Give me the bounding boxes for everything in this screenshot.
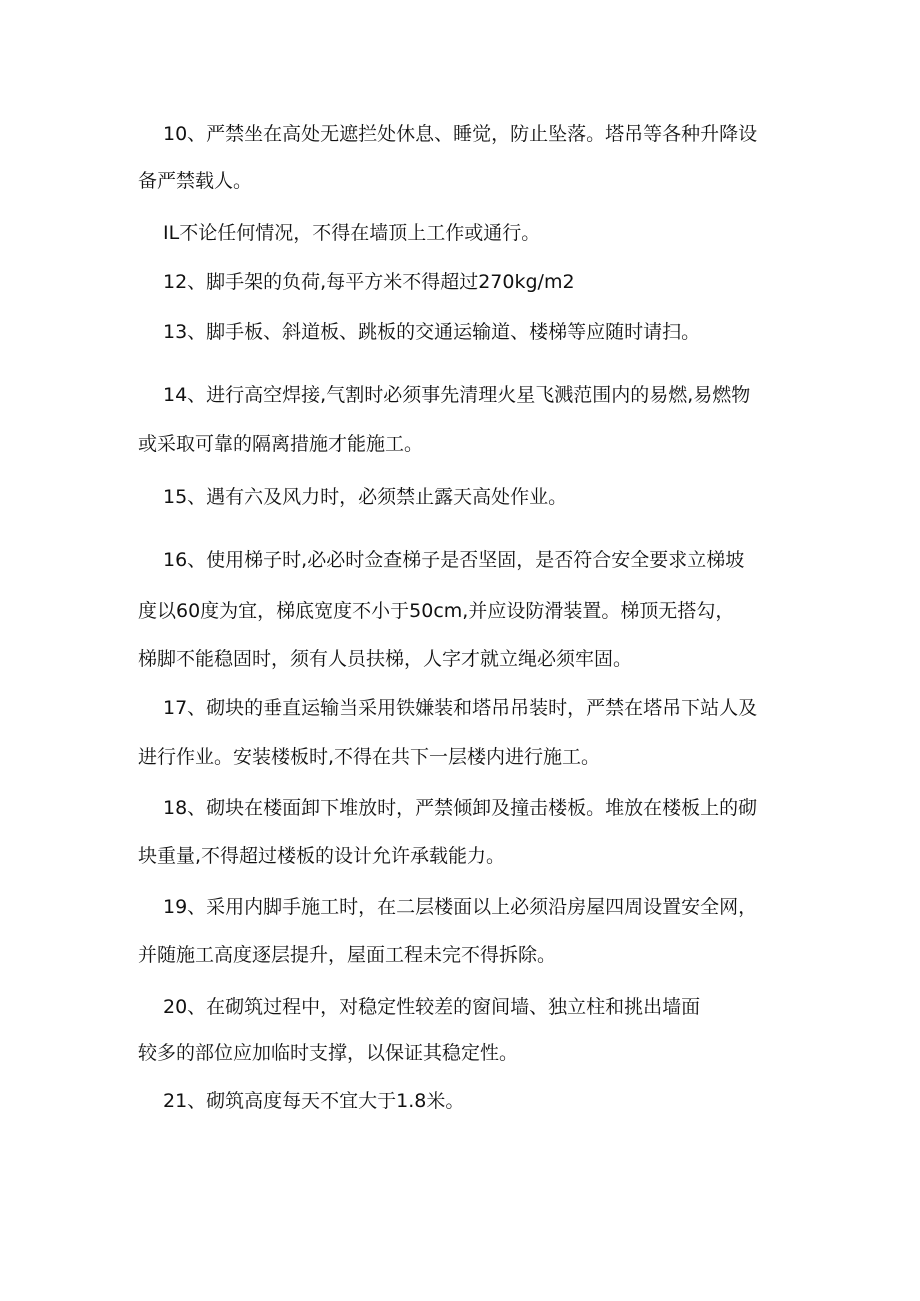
- item-13-line-1: 13、脚手板、斜道板、跳板的交通运输道、楼梯等应随时请扫。: [163, 321, 701, 343]
- item-11-line-1: IL不论任何情况，不得在墙顶上工作或通行。: [163, 222, 541, 244]
- item-10-line-1: 10、严禁坐在高处无遮拦处休息、睡觉，防止坠落。塔吊等各种升降设: [163, 123, 758, 145]
- item-12-line-1: 12、脚手架的负荷,每平方米不得超过270kg∕m2: [163, 271, 575, 293]
- item-19-line-1: 19、采用内脚手施工时，在二层楼面以上必须沿房屋四周设置安全网，: [163, 896, 758, 918]
- item-16-line-2: 度以60度为宜，梯底宽度不小于50cm,并应设防滑装置。梯顶无搭勾，: [138, 600, 735, 622]
- item-14-line-1: 14、进行高空焊接,气割时必须事先清理火星飞溅范围内的易燃,易燃物: [163, 384, 751, 406]
- item-18-line-2: 块重量,不得超过楼板的设计允许承载能力。: [138, 845, 506, 867]
- item-16-line-3: 梯脚不能稳固时，须有人员扶梯，人字才就立绳必须牢固。: [138, 648, 633, 670]
- item-17-line-2: 进行作业。安装楼板时,不得在共下一层楼内进行施工。: [138, 746, 601, 768]
- item-20-line-2: 较多的部位应加临时支撑，以保证其稳定性。: [138, 1042, 519, 1064]
- item-17-line-1: 17、砌块的垂直运输当采用铁嫌装和塔吊吊装时，严禁在塔吊下站人及: [163, 697, 758, 719]
- item-19-line-2: 并随施工高度逐层提升，屋面工程未完不得拆除。: [138, 944, 557, 966]
- item-14-line-2: 或采取可靠的隔离措施才能施工。: [138, 433, 424, 455]
- item-10-line-2: 备严禁载人。: [138, 170, 253, 192]
- item-20-line-1: 20、在砌筑过程中，对稳定性较差的窗间墙、独立柱和挑出墙面: [163, 996, 701, 1018]
- item-16-line-1: 16、使用梯子时,必必时佥查梯子是否坚固，是否符合安全要求立梯坡: [163, 549, 745, 571]
- item-21-line-1: 21、砌筑高度每天不宜大于1.8米。: [163, 1090, 465, 1112]
- item-15-line-1: 15、遇有六及风力时，必须禁止露天高处作业。: [163, 486, 568, 508]
- item-18-line-1: 18、砌块在楼面卸下堆放时，严禁倾卸及撞击楼板。堆放在楼板上的砌: [163, 797, 758, 819]
